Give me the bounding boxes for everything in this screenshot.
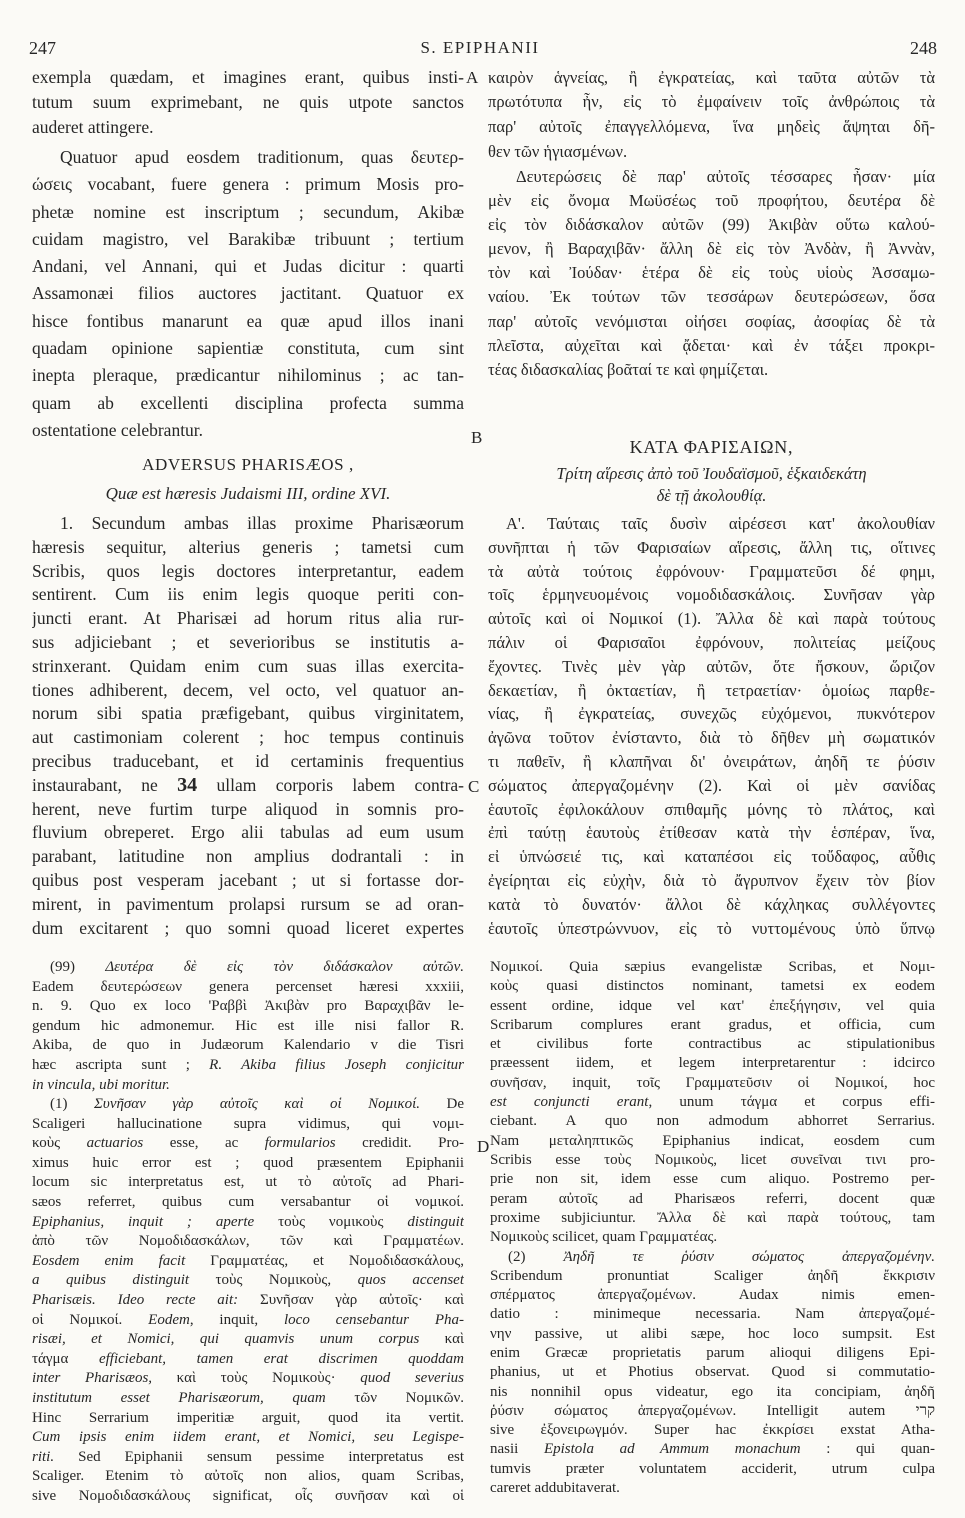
italic-run: efficiebant, tamen erat discrimen quoddam xyxy=(98,1350,464,1367)
text-line: præessent iidem, et legem interpretarentur : idcirco xyxy=(490,1055,935,1072)
text-line: herent, neve furtim turpe aliquod in somnis pro- xyxy=(32,798,464,819)
page-number-right: 248 xyxy=(910,38,937,58)
text-line xyxy=(32,1350,464,1370)
italic-run: Epiphanius, inquit ; aperte xyxy=(32,1213,255,1230)
text-line: Δευτερώσεις δὲ παρ' αὐτοῖς τέσσαρες ἦσαν· μία xyxy=(516,167,935,186)
text-line: tutum suum exprimebant, ne quis utpote sanctos xyxy=(32,92,464,112)
text-line: ἐγείρηται εἰς εὐχὴν, διὰ τὸ ἄγρυπνον ἔχειν τὸν βίον xyxy=(488,870,935,890)
text-line: et civilibus forte contractibus ac stipulationibus xyxy=(490,1036,935,1053)
italic-run: Eosdem enim facit xyxy=(32,1252,186,1269)
text-line: καιρὸν ἁγνείας, ἢ ἐγκρατείας, καὶ ταῦτα αὐτῶν τὰ xyxy=(488,67,935,87)
text-line: Scribis, quos legis doctores interpretantur, eadem xyxy=(32,560,464,581)
text-line: Quatuor apud eosdem traditionum, quas δευτερ- xyxy=(60,147,464,167)
greek-opening-paragraph xyxy=(488,66,935,165)
page-number-left: 247 xyxy=(29,38,56,58)
text-line: αὐτοῖς καὶ οἱ Νομικοί (1). Ἄλλα δὲ καὶ παρὰ τούτους xyxy=(488,609,935,629)
text-line xyxy=(32,1095,464,1115)
italic-run: Epistola ad Ammum monachum xyxy=(543,1441,801,1458)
text-line xyxy=(32,1076,464,1096)
text-line: prie non sit, idem esse cum aliquo. Postremo per- xyxy=(490,1171,935,1188)
text-line xyxy=(32,1252,464,1272)
italic-run: loco censebantur Pha- xyxy=(284,1311,464,1328)
text-line xyxy=(490,1093,935,1112)
text-line xyxy=(32,1134,464,1154)
text-line: cuidam magistro, vel Barakibæ tribuunt ; tertium xyxy=(32,228,464,249)
text-line: τι παθεῖν, ἢ κλαπῆναι δι' ὀνειράτων, ἀηδῆ τε ῥύσιν xyxy=(488,751,935,771)
text-line: ἀπὸ τῶν Νομοδιδασκάλων, τῶν καὶ Γραμματέων. xyxy=(32,1233,464,1250)
margin-letter-b: B xyxy=(471,428,483,447)
text-line: Scribarum complures erant gradus, et officia, cum xyxy=(490,1016,935,1033)
text-line: sive ἐξονειρωγμόν. Super hac ἐκκρίσει exstat Atha- xyxy=(490,1422,935,1439)
italic-run: riti. xyxy=(32,1448,55,1465)
text-line: Nam μεταληπτικῶς Epiphanius indicat, eosdem cum xyxy=(490,1132,935,1149)
text-line: auderet attingere. xyxy=(32,117,154,137)
italic-run: quos accenset xyxy=(357,1272,464,1289)
text-line xyxy=(32,774,464,798)
text-line: quadam opinione sapientiæ constituta, cum sint xyxy=(32,338,464,359)
text-line: norum sibi spatia præfigebant, quibus virginitatem, xyxy=(32,703,464,724)
italic-run: formularios xyxy=(264,1135,336,1152)
italic-run: in vincula, ubi moritur. xyxy=(32,1076,170,1093)
text-line xyxy=(32,1291,464,1311)
text-line: exempla quædam, et imagines erant, quibus insti- xyxy=(32,67,464,87)
latin-section-heading xyxy=(32,453,464,477)
bold-marginal-number: 34 xyxy=(177,773,198,796)
text-run: τάγμα xyxy=(32,1350,99,1367)
text-run: : qui quan- xyxy=(800,1441,935,1458)
text-line: Eadem δευτερώσεων genera percenset hæresi xxxiii, xyxy=(32,978,464,995)
text-line: ostentatione celebrantur. xyxy=(32,419,204,440)
text-run: καὶ xyxy=(419,1331,464,1348)
footnote-1 xyxy=(32,1095,464,1506)
text-line: sive Νομοδιδασκάλους significat, οἷς συνῆσαν καὶ οἱ xyxy=(32,1487,464,1504)
text-line: Quæ est hæresis Judaismi III, ordine XVI. xyxy=(105,484,391,503)
text-line: πάλιν οἱ Φαρισαῖοι ἐφρόνουν, πολιτείας μείζους xyxy=(488,632,935,652)
italic-run: institutum esset Pharisæorum, quam xyxy=(32,1389,326,1406)
text-run: τῶν Νομικῶν. xyxy=(325,1389,464,1406)
text-run: τοὺς νομικοὺς xyxy=(254,1213,408,1230)
text-line xyxy=(32,1271,464,1291)
text-line: n. 9. Quo ex loco 'Ραββὶ Ἀκιβὰν pro Βαραχιβᾶν le- xyxy=(32,998,464,1015)
text-line: Νομικοί. Quia sæpius evangelistæ Scribas, et Νομι- xyxy=(490,959,935,975)
text-line: εἰς τὸν διδάσκαλον αὐτῶν (99) Ἀκιβὰν οὕτω καλού- xyxy=(488,215,935,235)
text-line: θεν τῶν ἡγιασμένων. xyxy=(488,141,628,161)
text-line: hæresis sequitur, alterius generis ; tametsi cum xyxy=(32,536,464,557)
text-line: Akiba, de quo in Judæorum Kalendario v die Tisri xyxy=(32,1037,464,1054)
text-line: Α'. Ταύταις ταῖς δυσὶν αἱρέσεσι κατ' ἀκολουθίαν xyxy=(506,514,935,533)
text-line xyxy=(32,1389,464,1409)
italic-run: Eodem xyxy=(148,1311,190,1328)
text-run: τοὺς Νομικοὺς, xyxy=(189,1272,358,1289)
text-run: nasii xyxy=(490,1441,544,1458)
text-line: ναίου. Ἐκ τούτων τῶν τεσσάρων δευτερώσεων, ὅσα xyxy=(488,287,935,307)
text-line: ἔχοντες. Τινὲς μὲν γὰρ αὐτῶν, ὅτε ἤσκουν, ὥριζον xyxy=(488,656,935,676)
text-line: juncti erant. At Pharisæi ad horum ritus alia rur- xyxy=(32,608,464,629)
text-line: ciebant. A quo non admodum abhorret Serrarius. xyxy=(490,1113,935,1130)
latin-traditions-paragraph xyxy=(32,144,464,444)
text-line: ἐπὶ ταύτῃ ἑαυτοὺς ἐτίθεσαν κατὰ τὴν ἑσπέραν, ἵνα, xyxy=(488,823,935,843)
text-line: phetæ nomine est inscriptum ; secundum, Akibæ xyxy=(32,201,464,222)
text-line: ADVERSUS PHARISÆOS , xyxy=(142,455,354,474)
text-run: (99) xyxy=(50,959,106,975)
text-line: quibus post vesperam jacebant ; ut si fortasse dor- xyxy=(32,869,464,890)
text-line xyxy=(32,1369,464,1389)
text-line: Scribis esse τοὺς Νομικοὺς, licet συνεῖναι τινι pro- xyxy=(490,1151,935,1168)
text-line: sæos referret, quibus cum versabantur οἱ νομικοί. xyxy=(32,1193,464,1210)
text-line: datio : minimeque necessaria. Nam ἀπεργαζομέ- xyxy=(490,1306,935,1323)
text-run: (2) xyxy=(508,1248,564,1265)
text-line: τὸν καὶ Ἰούδαν· ἑτέρα δὲ εἰς τοὺς υἱοὺς Ἀσσαμω- xyxy=(488,263,935,283)
text-line xyxy=(32,958,464,978)
italic-run: quod severius xyxy=(360,1370,464,1387)
text-line: 1. Secundum ambas illas proxime Pharisæorum xyxy=(60,513,464,533)
text-line: ximus huic error est ; quod præsentem Epiphanii xyxy=(32,1154,464,1171)
text-line: hisce fontibus manarunt ea quæ apud illos inani xyxy=(32,310,464,331)
text-line: δὲ τῇ ἀκολουθίᾳ. xyxy=(656,486,767,505)
text-line: μὲν εἰς ὄνομα Μωϋσέως τοῦ προφήτου, δευτέρα δὲ xyxy=(488,191,935,211)
greek-deuteroseis-paragraph xyxy=(488,165,935,382)
text-line: tiones adhiberent, decem, vel octo, vel quatuor an- xyxy=(32,679,464,700)
text-line: Scribendum pronuntiat Scaliger ἀηδῆ ἔκκρισιν xyxy=(490,1267,935,1284)
text-line: ΚΑΤΑ ΦΑΡΙΣΑΙΩΝ, xyxy=(629,437,794,457)
greek-section-1-paragraph xyxy=(488,512,935,940)
text-run: ullam corporis labem contra- xyxy=(197,774,464,795)
text-line xyxy=(32,1448,464,1468)
text-line: careret addubitaverat. xyxy=(490,1480,620,1497)
text-line: παρ' αὐτοῖς νενόμισται οἰήσει σοφίας, ἀσοφίας δὲ τὰ xyxy=(488,311,935,331)
text-line: sentirent. Cum iis enim legis quoque periti con- xyxy=(32,584,464,605)
text-line: νην passive, ut alibi sæpe, hoc loco sumpsit. Est xyxy=(490,1325,935,1342)
text-line: κοὺς quasi distinctos nominant, tametsi ex eodem xyxy=(490,978,935,995)
text-line: strinxerant. Quidam enim cum suas illas exercita- xyxy=(32,655,464,676)
text-line: Scaligeri hallucinatione supra vidimus, qui νομι- xyxy=(32,1115,464,1132)
text-line xyxy=(32,1213,464,1233)
greek-section-subheading xyxy=(488,463,935,507)
text-line: συνῆσαν, inquit, τοῖς Γραμματεῦσιν οἱ Νομικοί, hoc xyxy=(490,1074,935,1091)
italic-run: distinguit xyxy=(407,1213,464,1230)
text-line: sus adjiciebant ; et severioribus se institutis a- xyxy=(32,631,464,652)
text-line: proxime subjiciuntur. Ἄλλα δὲ καὶ παρὰ τούτους, tam xyxy=(490,1209,935,1226)
text-line: essent ordine, idque vel κατ' ἐπεξήγησιν, vel quia xyxy=(490,997,935,1014)
text-line: Scaliger. Etenim τὸ αὐτοῖς non alios, quam Scribas, xyxy=(32,1468,464,1485)
text-line: locum sic interpretatus est, ut τὸ αὐτοῖς ad Phari- xyxy=(32,1174,464,1191)
text-line: parabant, latitudine non amplius dodrantali : in xyxy=(32,846,464,867)
italic-run: Ἀηδῆ τε ῥύσιν σώματος ἀπεργαζομένην. xyxy=(563,1248,935,1265)
text-line: ἀγῶνα τοῦτον ἐνίσταντο, διὰ τὸ δῆθεν μὴ σωματικόν xyxy=(488,728,935,748)
margin-letter-d: D xyxy=(477,1137,490,1156)
text-line: quam ab excellenti disciplina profecta summa xyxy=(32,392,464,413)
text-line: ἑαυτοῖς ὑπεστρώννυον, εἰς τὸ νυττομένους ὑπὸ ὕπνῳ xyxy=(488,918,935,938)
text-line xyxy=(32,1330,464,1350)
text-line: εἰ ὑπνώσειέ τις, καὶ καταπέσοι εἰς τοὔδαφος, αὖθις xyxy=(488,847,935,867)
text-line xyxy=(32,1428,464,1448)
text-line: gendum hic admonemur. Hic est ille nisi fallor R. xyxy=(32,1017,464,1034)
greek-section-heading xyxy=(488,435,935,459)
italic-run: est conjuncti erant xyxy=(490,1094,649,1111)
italic-run: Pharisæis. Ideo recte ait: xyxy=(32,1291,239,1308)
italic-run: R. Akiba filius Joseph conjicitur xyxy=(209,1056,464,1073)
latin-section-subheading xyxy=(32,482,464,506)
margin-letter-a: A xyxy=(466,68,479,87)
text-line: παρ' αὐτοῖς ἐπαγγελλόμενα, ἵνα μηδεὶς ἅψηται δῆ- xyxy=(488,116,935,136)
text-run: (1) xyxy=(50,1096,95,1112)
running-title: S. EPIPHANII xyxy=(420,38,540,57)
text-line: πλεῖστα, αὐχεῖται καὶ ᾄδεται· καὶ ἐν τάξει προκρι- xyxy=(488,335,935,355)
text-line: fluvium obreperet. Ergo alii tabulas ad eum usum xyxy=(32,822,464,843)
text-line: ἑαυτοῖς ἐφιλοκάλουν σπιθαμῆς μόνης τὸ πλάτος, καὶ xyxy=(488,799,935,819)
text-line: peram αὐτοῖς ad Pharisæos referri, docent quæ xyxy=(490,1190,935,1207)
footnote-1-continued xyxy=(490,958,935,1247)
text-line: κατὰ τὸ δυνατόν· ἄλλοι δὲ κάχληκας συλλέγοντες xyxy=(488,894,935,914)
text-line: dum excitarent ; quo somni quoad liceret expertes xyxy=(32,917,464,938)
text-line: aut castimoniam colerent ; hoc tempus continuis xyxy=(32,727,464,748)
text-line: enim Græcæ proprietatis parum alioqui diligens Epi- xyxy=(490,1344,935,1361)
text-run: καὶ τοὺς Νομικοὺς· xyxy=(152,1370,361,1387)
text-line: ώσεις vocabant, fuere genera : primum Mosis pro- xyxy=(32,174,464,195)
text-line: σώματος ἀπεργαζομένην (2). Καὶ οἱ μὲν σανίδας xyxy=(488,775,935,795)
text-line: τέας διδασκαλίας βοᾶταί τε καὶ φημίζεται. xyxy=(488,359,769,379)
text-line: Τρίτη αἵρεσις ἀπὸ τοῦ Ἰουδαϊσμοῦ, ἑξκαιδεκάτη xyxy=(556,464,867,483)
margin-letter-c: C xyxy=(468,777,480,796)
text-line: inepta pleraque, prædicantur nihilominus ; ac tan- xyxy=(32,365,464,386)
text-run: esse, ac xyxy=(143,1135,265,1152)
text-line: πρωτότυπα ἦν, εἰς τὸ ἐμφαίνειν τοῖς ἀνθρώποις τὰ xyxy=(488,92,935,112)
latin-opening-paragraph xyxy=(32,65,464,140)
text-line: σπέρματος ἀπεργαζομένων. Audax nimis emen- xyxy=(490,1287,935,1304)
italic-run: Cum ipsis enim iidem erant, et Nomici, seu Legispe- xyxy=(32,1429,464,1446)
text-run: οἱ Νομικοί. xyxy=(32,1311,149,1328)
footnote-2 xyxy=(490,1248,935,1499)
text-run: , inquit, xyxy=(189,1311,284,1328)
text-run: , unum τάγμα et corpus effi- xyxy=(648,1094,935,1111)
latin-section-1-paragraph xyxy=(32,512,464,940)
text-line: tumvis præter voluntatem acciderit, utrum culpa xyxy=(490,1460,935,1477)
text-line: μενον, ἢ Βαραχιβᾶν· ἄλλη δὲ εἰς τὸν Ἀνδὰν, ἢ Ἀννὰν, xyxy=(488,239,935,259)
text-line: precibus traducebant, et id certaminis frequentius xyxy=(32,750,464,771)
text-line: nis nonnihil opus videatur, ego ita concipiam, ἀηδῆ xyxy=(490,1383,935,1400)
italic-run: inter Pharisæos, xyxy=(32,1370,153,1387)
text-run: Γραμματέας, et Νομοδιδασκάλους, xyxy=(185,1252,464,1269)
text-run: κοὺς xyxy=(32,1135,87,1152)
text-line: τοῖς ἑρμηνευομένοις νομοδιδασκάλοις. Συνῆσαν γὰρ xyxy=(488,585,935,605)
italic-run: risæi, et Nomici, qui quamvis unum corpus xyxy=(32,1331,420,1348)
footnote-99 xyxy=(32,958,464,1095)
text-line: Νομικοὺς scilicet, quam Γραμματέας. xyxy=(490,1229,718,1246)
italic-run: actuarios xyxy=(86,1135,144,1152)
text-line: δεκαετίαν, ἢ ὀκταετίαν, ἢ τετραετίαν· ὁμοίως παρθε- xyxy=(488,680,935,700)
text-run: hæc ascripta sunt ; xyxy=(32,1056,210,1073)
text-line: Assamonæi filios auctores jactitant. Quatuor ex xyxy=(32,283,464,304)
text-run: Sed Epiphanii sensum pessime interpretatus est xyxy=(54,1448,464,1465)
text-run: De xyxy=(420,1096,464,1112)
text-line xyxy=(32,1056,464,1076)
text-line: τὰ αὐτὰ τούτοις ἐφρόνουν· Γραμματεῦσι δέ φημι, xyxy=(488,561,935,581)
text-line: Andani, vel Annani, qui et Judas dicitur : quarti xyxy=(32,256,464,277)
italic-run: Συνῆσαν γὰρ αὐτοῖς καὶ οἱ Νομικοί. xyxy=(94,1096,420,1112)
text-line: phanius, ut et Photius observat. Quod si commutatio- xyxy=(490,1364,935,1381)
text-line xyxy=(32,1311,464,1331)
italic-run: Δευτέρα δὲ εἰς τὸν διδάσκαλον αὐτῶν. xyxy=(105,959,464,975)
text-line xyxy=(490,1248,935,1267)
text-line: mirent, in pavimentum prolapsi rursum se ad oran- xyxy=(32,893,464,914)
text-run: credidit. Pro- xyxy=(335,1135,464,1152)
text-line xyxy=(490,1440,935,1459)
text-line: νίας, ἢ ἐγκρατείας, συνεχῶς εὐχόμενοι, πυκνότερον xyxy=(488,704,935,724)
text-run: Συνῆσαν γὰρ αὐτοῖς· καὶ xyxy=(238,1291,464,1308)
text-run: instaurabant, ne xyxy=(32,774,178,795)
text-line: ῥύσιν σώματος ἀπεργαζομένων. Intelligit autem קרי xyxy=(490,1402,935,1419)
text-line: Hinc Serrarium imperitiæ arguit, quod ita vertit. xyxy=(32,1409,464,1426)
text-line: συνῆπται ἡ τῶν Φαρισαίων αἵρεσις, ἄλλη τις, οἵτινες xyxy=(488,537,935,557)
italic-run: a quibus distinguit xyxy=(32,1272,190,1289)
